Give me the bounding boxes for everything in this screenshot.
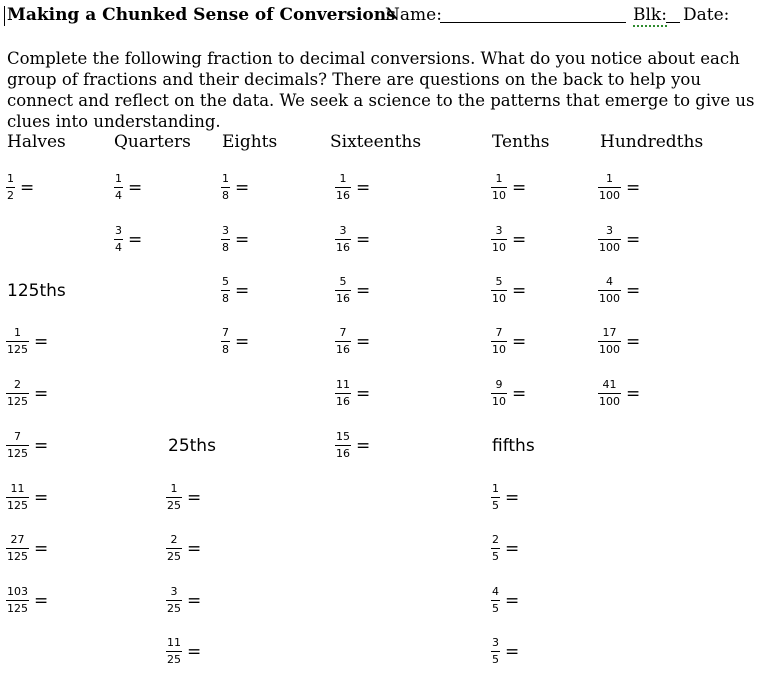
fraction-sixteenths-15-16 (335, 431, 370, 460)
numerator: 103 (7, 585, 28, 598)
numerator: 1 (492, 482, 499, 495)
heading-ths125: 125ths (7, 281, 66, 301)
fraction-stack (114, 225, 123, 254)
fraction-stack (491, 637, 500, 666)
fraction-stack (598, 225, 621, 254)
fraction-stack (114, 173, 123, 202)
numerator: 15 (336, 430, 350, 443)
fraction-stack (6, 379, 29, 408)
fraction-fifths-4-5 (491, 586, 519, 615)
denominator: 8 (222, 343, 229, 356)
heading-tenths: Tenths (492, 132, 550, 152)
heading-fifths: fifths (492, 436, 535, 456)
denominator: 10 (492, 292, 506, 305)
equals-sign: = (235, 177, 250, 198)
numerator: 11 (167, 636, 181, 649)
denominator: 125 (7, 395, 28, 408)
fraction-stack (335, 327, 351, 356)
denominator: 100 (599, 241, 620, 254)
numerator: 1 (606, 172, 613, 185)
heading-quarters: Quarters (114, 132, 191, 152)
fraction-stack (598, 379, 621, 408)
denominator: 16 (336, 447, 350, 460)
fraction-eights-7-8 (221, 327, 249, 356)
fraction-stack (491, 225, 507, 254)
fraction-stack (335, 431, 351, 460)
numerator: 3 (606, 224, 613, 237)
numerator: 2 (14, 378, 21, 391)
equals-sign: = (187, 590, 202, 611)
denominator: 2 (7, 189, 14, 202)
numerator: 3 (495, 224, 503, 237)
equals-sign: = (187, 538, 202, 559)
fraction-sixteenths-3-16 (335, 225, 370, 254)
fraction-ths25-2-25 (166, 534, 201, 563)
equals-sign: = (235, 280, 250, 301)
equals-sign: = (356, 435, 371, 456)
fraction-ths125-1-125 (6, 327, 48, 356)
equals-sign: = (356, 229, 371, 250)
heading-halves: Halves (7, 132, 66, 152)
worksheet-title (7, 5, 396, 25)
denominator: 16 (336, 343, 350, 356)
fraction-eights-5-8 (221, 276, 249, 305)
fraction-hundredths-4-100 (598, 276, 640, 305)
equals-sign: = (187, 487, 202, 508)
numerator: 7 (222, 326, 229, 339)
heading-sixteenths: Sixteenths (330, 132, 422, 152)
denominator: 16 (336, 241, 350, 254)
equals-sign: = (34, 383, 49, 404)
denominator: 125 (7, 343, 28, 356)
numerator: 1 (339, 172, 347, 185)
fraction-stack (6, 431, 29, 460)
date-label: Date: (683, 5, 730, 25)
fraction-tenths-3-10 (491, 225, 526, 254)
equals-sign: = (626, 177, 641, 198)
numerator: 1 (7, 172, 14, 185)
fraction-ths125-27-125 (6, 534, 48, 563)
heading-ths25: 25ths (168, 436, 216, 456)
numerator: 3 (170, 585, 178, 598)
fraction-fifths-3-5 (491, 637, 519, 666)
fraction-stack (598, 173, 621, 202)
fraction-stack (166, 586, 182, 615)
equals-sign: = (356, 331, 371, 352)
numerator: 41 (602, 378, 617, 391)
denominator: 10 (492, 189, 506, 202)
fraction-stack (335, 379, 351, 408)
fraction-ths25-3-25 (166, 586, 201, 615)
denominator: 25 (167, 499, 181, 512)
equals-sign: = (34, 590, 49, 611)
equals-sign: = (512, 331, 527, 352)
fraction-stack (166, 483, 182, 512)
denominator: 5 (492, 499, 499, 512)
blk-label-text: Blk: (633, 5, 667, 25)
fraction-fifths-2-5 (491, 534, 519, 563)
fraction-hundredths-3-100 (598, 225, 640, 254)
fraction-hundredths-1-100 (598, 173, 640, 202)
numerator: 5 (222, 275, 229, 288)
equals-sign: = (626, 383, 641, 404)
equals-sign: = (235, 229, 250, 250)
denominator: 5 (492, 602, 499, 615)
denominator: 5 (492, 653, 499, 666)
fraction-hundredths-17-100 (598, 327, 640, 356)
fraction-stack (598, 276, 621, 305)
numerator: 9 (495, 378, 503, 391)
fraction-fifths-1-5 (491, 483, 519, 512)
equals-sign: = (505, 590, 520, 611)
equals-sign: = (356, 177, 371, 198)
denominator: 100 (599, 189, 620, 202)
denominator: 16 (336, 189, 350, 202)
equals-sign: = (34, 538, 49, 559)
title-text: Making a Chunked Sense of Conversions (7, 5, 396, 25)
equals-sign: = (34, 331, 49, 352)
numerator: 7 (339, 326, 347, 339)
fraction-stack (166, 637, 182, 666)
fraction-stack (491, 327, 507, 356)
numerator: 3 (492, 636, 499, 649)
denominator: 100 (599, 343, 620, 356)
denominator: 8 (222, 292, 229, 305)
equals-sign: = (356, 383, 371, 404)
fraction-ths125-103-125 (6, 586, 48, 615)
heading-hundredths: Hundredths (600, 132, 704, 152)
numerator: 1 (495, 172, 503, 185)
fraction-ths125-11-125 (6, 483, 48, 512)
numerator: 11 (10, 482, 25, 495)
heading-eights: Eights (222, 132, 278, 152)
fraction-stack (6, 483, 29, 512)
equals-sign: = (626, 331, 641, 352)
fraction-stack (491, 534, 500, 563)
numerator: 1 (14, 326, 21, 339)
numerator: 4 (606, 275, 613, 288)
fraction-stack (6, 327, 29, 356)
numerator: 2 (170, 533, 178, 546)
fraction-sixteenths-1-16 (335, 173, 370, 202)
equals-sign: = (512, 383, 527, 404)
fraction-ths125-7-125 (6, 431, 48, 460)
fraction-sixteenths-11-16 (335, 379, 370, 408)
instructions-paragraph: Complete the following fraction to decimal conversions. What do you notice about each group of fractions and their decimals? There are questions on the back to help you connect and reflect on the data. We seek a science to the patterns that emerge to give us clues into understanding. (7, 49, 755, 131)
fraction-sixteenths-7-16 (335, 327, 370, 356)
numerator: 11 (336, 378, 350, 391)
fraction-sixteenths-5-16 (335, 276, 370, 305)
equals-sign: = (626, 229, 641, 250)
fraction-stack (491, 483, 500, 512)
numerator: 5 (339, 275, 347, 288)
denominator: 25 (167, 602, 181, 615)
fraction-stack (598, 327, 621, 356)
fraction-stack (491, 173, 507, 202)
numerator: 3 (222, 224, 229, 237)
fraction-quarters-3-4 (114, 225, 142, 254)
equals-sign: = (505, 538, 520, 559)
fraction-tenths-9-10 (491, 379, 526, 408)
blk-blank-line (666, 22, 680, 23)
fraction-eights-1-8 (221, 173, 249, 202)
denominator: 25 (167, 653, 181, 666)
numerator: 2 (492, 533, 499, 546)
fraction-stack (221, 173, 230, 202)
equals-sign: = (128, 229, 143, 250)
fraction-stack (221, 225, 230, 254)
fraction-stack (335, 173, 351, 202)
fraction-stack (491, 379, 507, 408)
fraction-ths25-1-25 (166, 483, 201, 512)
numerator: 5 (495, 275, 503, 288)
fraction-stack (6, 586, 29, 615)
denominator: 10 (492, 343, 506, 356)
numerator: 7 (14, 430, 21, 443)
equals-sign: = (235, 331, 250, 352)
denominator: 125 (7, 499, 28, 512)
fraction-tenths-7-10 (491, 327, 526, 356)
fraction-halves-1-2 (6, 173, 34, 202)
fraction-stack (6, 534, 29, 563)
numerator: 17 (602, 326, 617, 339)
fraction-stack (6, 173, 15, 202)
numerator: 1 (170, 482, 178, 495)
equals-sign: = (512, 229, 527, 250)
blk-label (633, 5, 667, 25)
denominator: 25 (167, 550, 181, 563)
equals-sign: = (505, 641, 520, 662)
fraction-ths125-2-125 (6, 379, 48, 408)
denominator: 16 (336, 292, 350, 305)
fraction-tenths-5-10 (491, 276, 526, 305)
fraction-stack (221, 327, 230, 356)
numerator: 4 (492, 585, 499, 598)
denominator: 100 (599, 395, 620, 408)
equals-sign: = (128, 177, 143, 198)
equals-sign: = (512, 280, 527, 301)
fraction-tenths-1-10 (491, 173, 526, 202)
denominator: 125 (7, 602, 28, 615)
fraction-stack (221, 276, 230, 305)
numerator: 1 (222, 172, 229, 185)
equals-sign: = (34, 435, 49, 456)
fraction-stack (491, 586, 500, 615)
name-blank-line (440, 22, 626, 23)
numerator: 3 (339, 224, 347, 237)
numerator: 1 (115, 172, 122, 185)
denominator: 125 (7, 550, 28, 563)
denominator: 10 (492, 395, 506, 408)
denominator: 5 (492, 550, 499, 563)
denominator: 100 (599, 292, 620, 305)
denominator: 8 (222, 189, 229, 202)
fraction-ths25-11-25 (166, 637, 201, 666)
fraction-stack (491, 276, 507, 305)
fraction-eights-3-8 (221, 225, 249, 254)
fraction-stack (335, 276, 351, 305)
denominator: 4 (115, 189, 122, 202)
equals-sign: = (626, 280, 641, 301)
equals-sign: = (512, 177, 527, 198)
fraction-stack (166, 534, 182, 563)
denominator: 10 (492, 241, 506, 254)
numerator: 3 (115, 224, 122, 237)
equals-sign: = (34, 487, 49, 508)
denominator: 4 (115, 241, 122, 254)
denominator: 8 (222, 241, 229, 254)
fraction-stack (335, 225, 351, 254)
fraction-hundredths-41-100 (598, 379, 640, 408)
denominator: 16 (336, 395, 350, 408)
text-cursor (4, 6, 5, 26)
equals-sign: = (505, 487, 520, 508)
equals-sign: = (356, 280, 371, 301)
fraction-quarters-1-4 (114, 173, 142, 202)
equals-sign: = (20, 177, 35, 198)
name-label: Name: (385, 5, 442, 25)
denominator: 125 (7, 447, 28, 460)
equals-sign: = (187, 641, 202, 662)
numerator: 7 (495, 326, 503, 339)
numerator: 27 (10, 533, 25, 546)
